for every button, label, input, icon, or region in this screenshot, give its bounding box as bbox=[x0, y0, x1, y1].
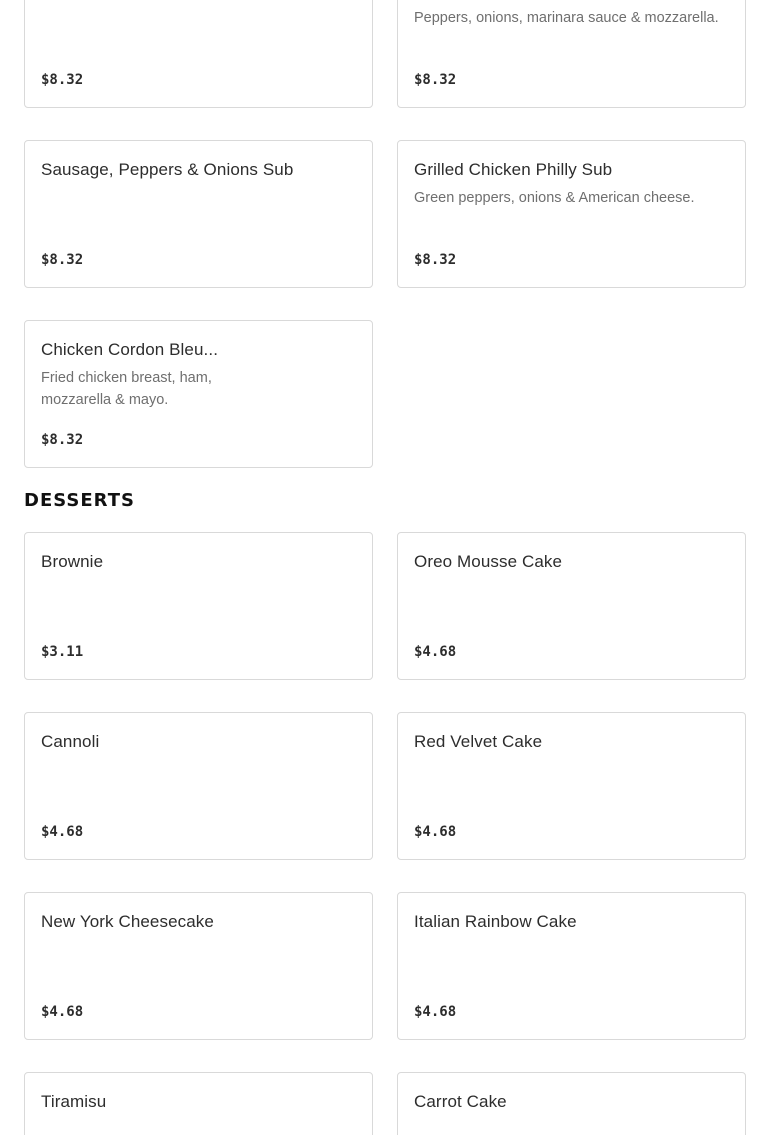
menu-item-card[interactable] bbox=[397, 892, 746, 1040]
menu-item-card[interactable] bbox=[397, 532, 746, 680]
item-description: Peppers, onions, marinara sauce & mozzarella. bbox=[414, 10, 719, 26]
item-name: Grilled Chicken Philly Sub bbox=[414, 160, 613, 179]
item-price: $8.32 bbox=[414, 252, 457, 268]
item-name: Sausage, Peppers & Onions Sub bbox=[41, 160, 294, 179]
menu-item-card[interactable] bbox=[24, 892, 373, 1040]
item-price: $4.68 bbox=[414, 1004, 457, 1020]
menu-item-card[interactable] bbox=[24, 320, 373, 468]
item-name: Tiramisu bbox=[41, 1092, 107, 1111]
menu-item-card[interactable] bbox=[24, 532, 373, 680]
menu-item-card[interactable] bbox=[24, 0, 373, 108]
menu-item-card[interactable] bbox=[24, 712, 373, 860]
menu-item-card[interactable] bbox=[397, 1072, 746, 1135]
item-price: $8.32 bbox=[414, 72, 457, 88]
item-price: $3.11 bbox=[41, 644, 84, 660]
item-description: Fried chicken breast, ham, mozzarella & mayo. bbox=[41, 370, 212, 408]
menu-item-card[interactable] bbox=[397, 0, 746, 108]
item-name: Carrot Cake bbox=[414, 1092, 507, 1111]
item-description: Green peppers, onions & American cheese. bbox=[414, 190, 695, 206]
item-price: $4.68 bbox=[414, 644, 457, 660]
item-name: Red Velvet Cake bbox=[414, 732, 543, 751]
item-name: Cannoli bbox=[41, 732, 100, 751]
section-title-desserts: DESSERTS bbox=[24, 490, 135, 511]
item-name: New York Cheesecake bbox=[41, 912, 214, 931]
item-name: Oreo Mousse Cake bbox=[414, 552, 563, 571]
menu-item-card[interactable] bbox=[397, 140, 746, 288]
menu-item-card[interactable] bbox=[24, 140, 373, 288]
menu-item-card[interactable] bbox=[24, 1072, 373, 1135]
item-price: $8.32 bbox=[41, 72, 84, 88]
item-name: Chicken Cordon Bleu... bbox=[41, 340, 219, 359]
item-price: $4.68 bbox=[41, 1004, 84, 1020]
item-price: $4.68 bbox=[414, 824, 457, 840]
menu-item-card[interactable] bbox=[397, 712, 746, 860]
item-price: $8.32 bbox=[41, 252, 84, 268]
item-name: Brownie bbox=[41, 552, 104, 571]
item-price: $8.32 bbox=[41, 432, 84, 448]
item-price: $4.68 bbox=[41, 824, 84, 840]
item-name: Italian Rainbow Cake bbox=[414, 912, 577, 931]
